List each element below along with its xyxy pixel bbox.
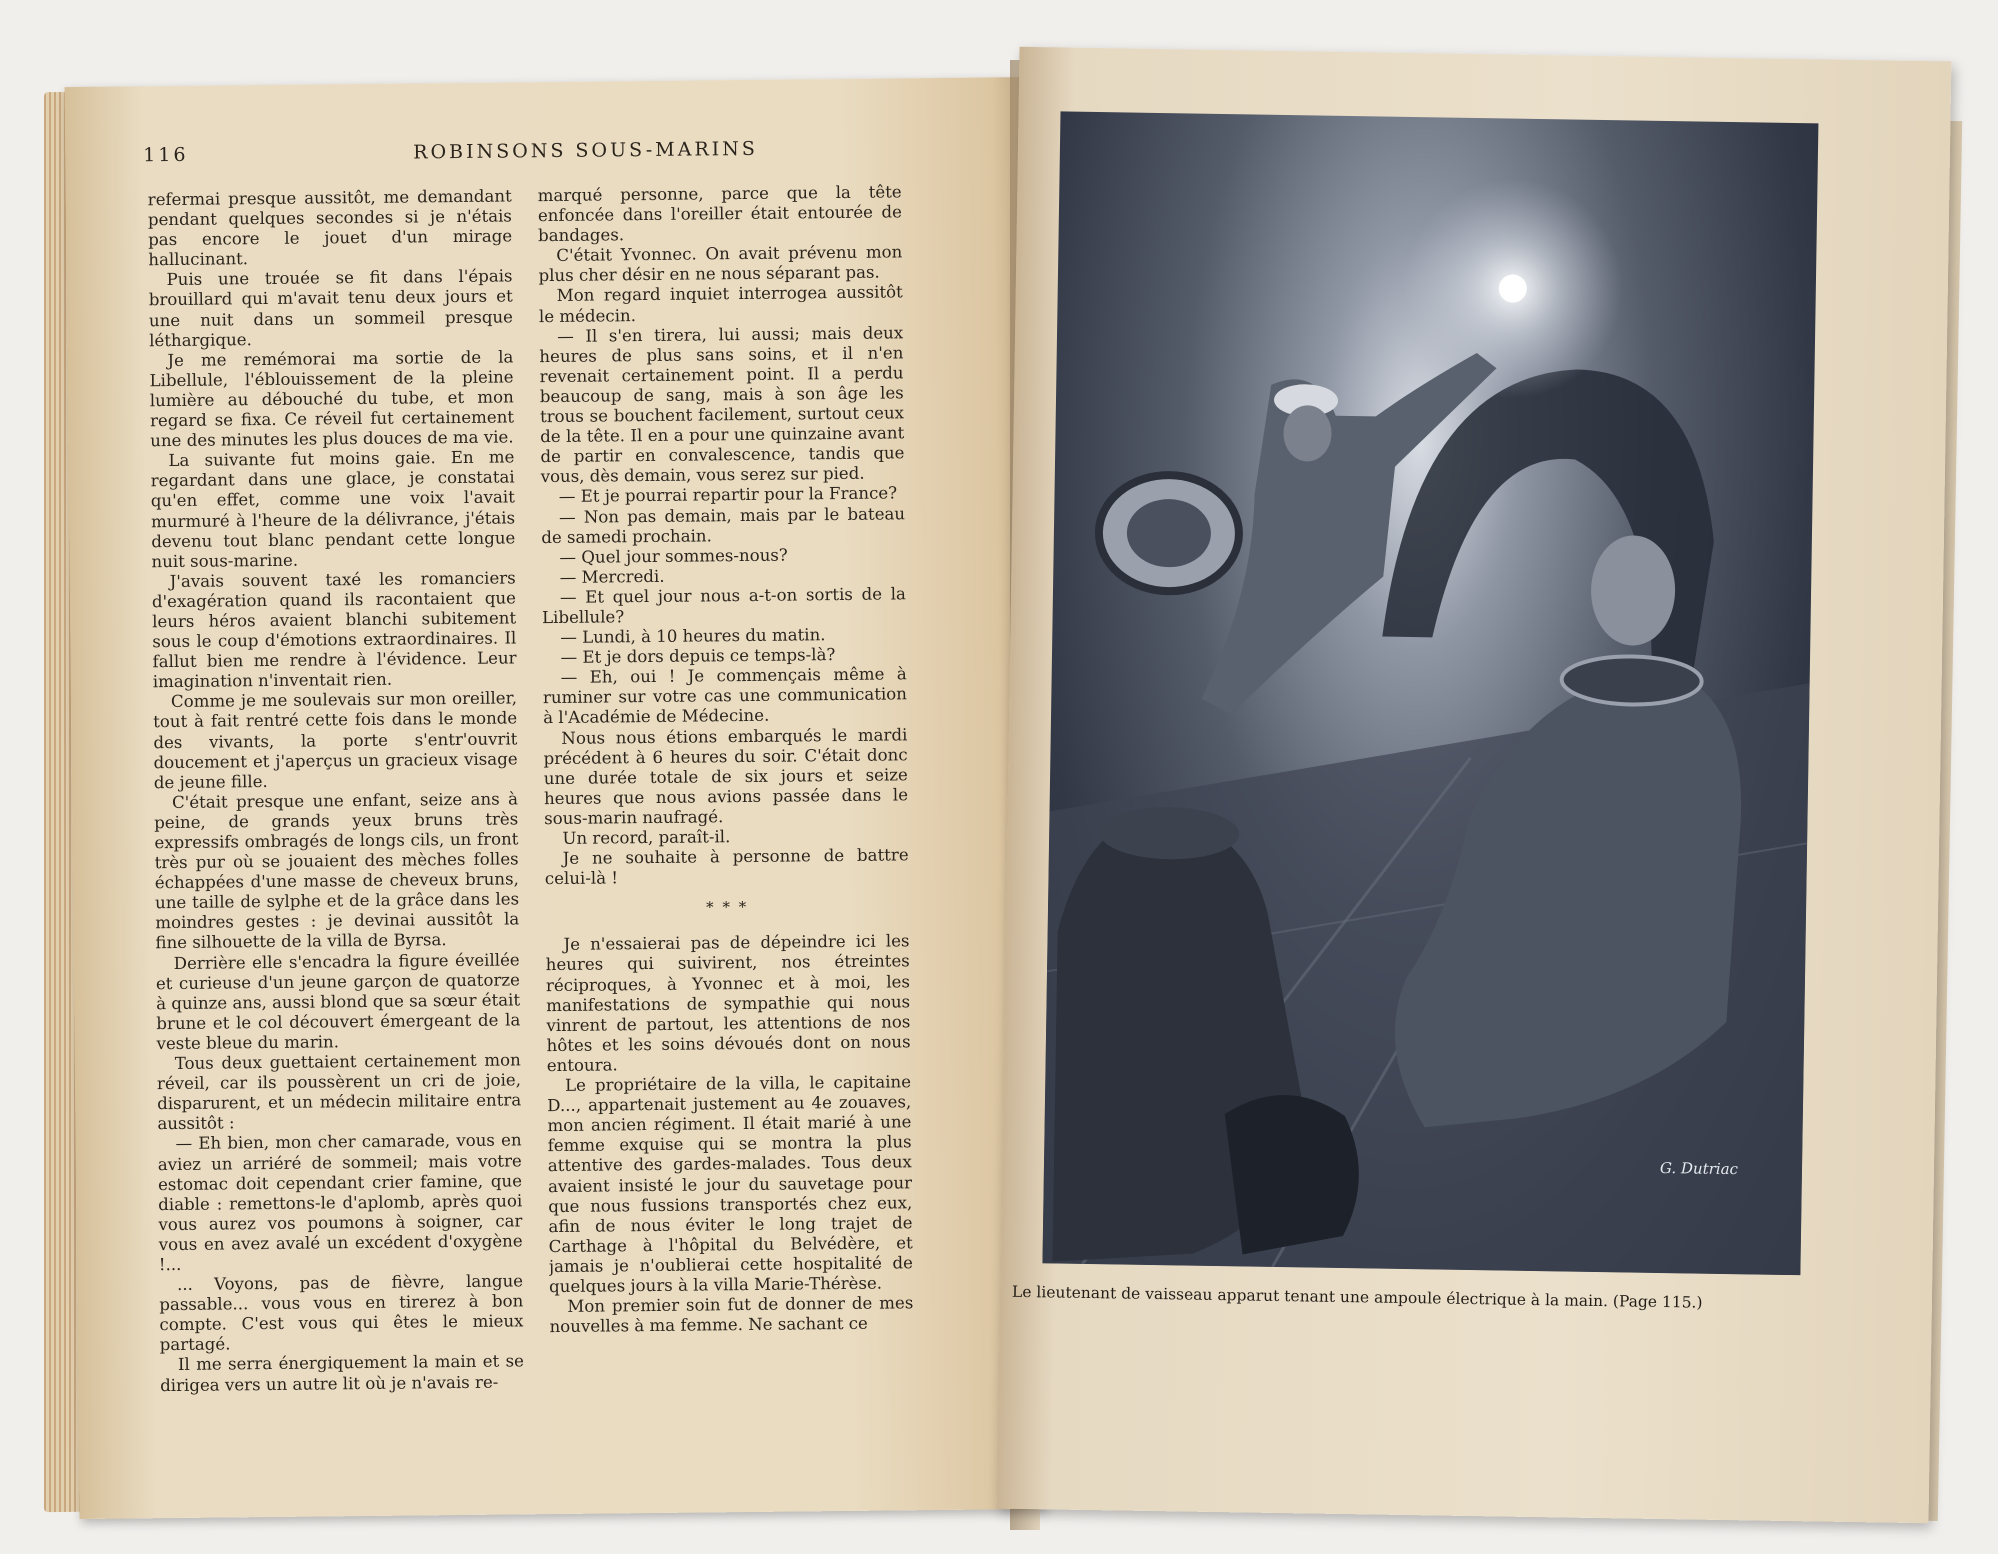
paragraph: Je n'essaierai pas de dépeindre ici les heures qui suivirent, nos étreintes réciproques, à Yvonnec et à moi, les manifestations de sympathie qui nous vinrent de partout, les attentions de nos hôtes et les soins dévoués dont on nous entoura. (545, 931, 911, 1076)
paragraph: ... Voyons, pas de fièvre, langue passable... vous vous en tirerez à bon compte. C'est vous qui êtes le mieux partagé. (159, 1271, 524, 1355)
paragraph: Je me remémorai ma sortie de la Libellule, l'éblouissement de la pleine lumière au débouché du tube, et mon regard se fixa. Ce réveil fut certainement une des minutes les plus douces de ma vie. (149, 347, 515, 451)
section-break: * * * (706, 898, 749, 917)
paragraph: — Quel jour sommes-nous? (559, 545, 788, 567)
illustration-plate (1042, 111, 1818, 1275)
left-page (65, 77, 1046, 1519)
paragraph: — Et je dors depuis ce temps-là? (560, 645, 836, 668)
paragraph: — Mercredi. (559, 566, 665, 587)
paragraph: Tous deux guettaient certainement mon réveil, car ils poussèrent un cri de joie, disparurent, et un médecin militaire entra aussitôt : (156, 1050, 522, 1134)
paragraph: — Et je pourrai repartir pour la France? (558, 483, 898, 507)
paragraph: C'était presque une enfant, seize ans à peine, de grands yeux bruns très expressifs ombragés de longs cils, un front très pur où se jouaient des mèches folles échappées d'une masse de cheveux bruns, une taille de sylphe et de la grâce dans les moindres gestes : je devinai aussitôt la fine silhouette de la villa de Byrsa. (154, 789, 520, 953)
paragraph: C'était Yvonnec. On avait prévenu mon plus cher désir en ne nous séparant pas. (538, 242, 903, 286)
artist-signature: G. Dutriac (1659, 1158, 1739, 1179)
paragraph: Mon regard inquiet interrogea aussitôt le médecin. (538, 282, 903, 326)
paragraph: marqué personne, parce que la tête enfoncée dans l'oreiller était entourée de bandages. (537, 182, 902, 246)
paragraph: — Eh, oui ! Je commençais même à ruminer sur votre cas une communication à l'Académie de Médecine. (542, 664, 908, 728)
illustration-artwork (1042, 111, 1818, 1275)
paragraph: Un record, paraît-il. (562, 827, 731, 848)
paragraph: Puis une trouée se fit dans l'épais brouillard qui m'avait tenu deux jours et une nuit dans un sommeil presque léthargique. (148, 266, 514, 350)
paragraph: — Eh bien, mon cher camarade, vous en aviez un arriéré de sommeil; mais votre estomac doit cependant crier famine, que diable : remettons-le d'aplomb, après quoi vous aurez vos poumons à soigner, car vous en avez avalé un excédent d'oxygène !... (157, 1130, 523, 1275)
paragraph: Comme je me soulevais sur mon oreiller, tout à fait rentré cette fois dans le monde des vivants, la porte s'entr'ouvrit doucement et j'aperçus un gracieux visage de jeune fille. (153, 688, 518, 792)
paragraph: — Non pas demain, mais par le bateau de samedi prochain. (541, 503, 906, 547)
paragraph: — Et quel jour nous a-t-on sortis de la Libellule? (542, 584, 906, 628)
paragraph: La suivante fut moins gaie. En me regardant dans une glace, je constatai qu'en effet, comme une voix l'avait murmuré à l'heure de la délivrance, j'étais devenu tout blanc pendant cette longue nuit sous-marine. (150, 447, 516, 571)
paragraph: Derrière elle s'encadra la figure éveillée et curieuse d'un jeune garçon de quatorze à quinze ans, aussi blond que sa sœur était brune et le col découvert émergeant de la veste bleue du marin. (155, 949, 521, 1054)
paragraph: Mon premier soin fut de donner de mes nouvelles à ma femme. Ne sachant ce (549, 1293, 914, 1337)
paragraph: Je ne souhaite à personne de battre celui-là ! (544, 845, 909, 889)
page-number: 116 (143, 143, 189, 167)
paragraph: Il me serra énergiquement la main et se dirigea vers un autre lit où je n'avais re- (160, 1351, 524, 1395)
paragraph: J'avais souvent taxé les romanciers d'exagération quand ils racontaient que leurs héros avaient blanchi subitement sous le coup d'émotions extraordinaires. Il fallut bien me rendre à l'évidence. Leur imagination n'inventait rien. (151, 568, 517, 692)
right-page (997, 47, 1952, 1523)
paragraph: — Lundi, à 10 heures du matin. (560, 625, 826, 647)
text-column-right (538, 182, 914, 1337)
text-column-left (148, 186, 525, 1395)
running-head (143, 135, 991, 174)
illustration-caption: Le lieutenant de vaisseau apparut tenant une ampoule électrique à la main. (Page 115.) (1011, 1282, 1703, 1312)
paragraph: — Il s'en tirera, lui aussi; mais deux heures de plus sans soins, et il n'en revenait certainement point. Il a perdu beaucoup de sang, mais à son âge les trous se bouchent facilement, surtout ceux de la tête. Il en a pour une quinzaine avant de partir en convalescence, tandis que vous, dès demain, vous serez sur pied. (539, 322, 905, 487)
paragraph: Nous nous étions embarqués le mardi précédent à 6 heures du soir. C'était donc une durée totale de six jours et seize heures que nous avions passée dans le sous-marin naufragé. (543, 724, 909, 829)
paragraph: Le propriétaire de la villa, le capitaine D..., appartenait justement au 4e zouaves, mon ancien régiment. Il était marié à une femme exquise qui se montra la plus attentive des gardes-malades. Tous deux avaient insisté le jour du sauvetage pour que nous fussions transportés chez eux, afin de nous éviter le long trajet de Carthage à l'hôpital du Belvédère, et jamais je n'oublierai cette hospitalité de quelques jours à la villa Marie-Thérèse. (547, 1072, 913, 1297)
paragraph: refermai presque aussitôt, me demandant pendant quelques secondes si je n'étais pas encore le jouet d'un mirage hallucinant. (147, 186, 513, 270)
running-title: ROBINSONS SOUS-MARINS (413, 137, 758, 164)
